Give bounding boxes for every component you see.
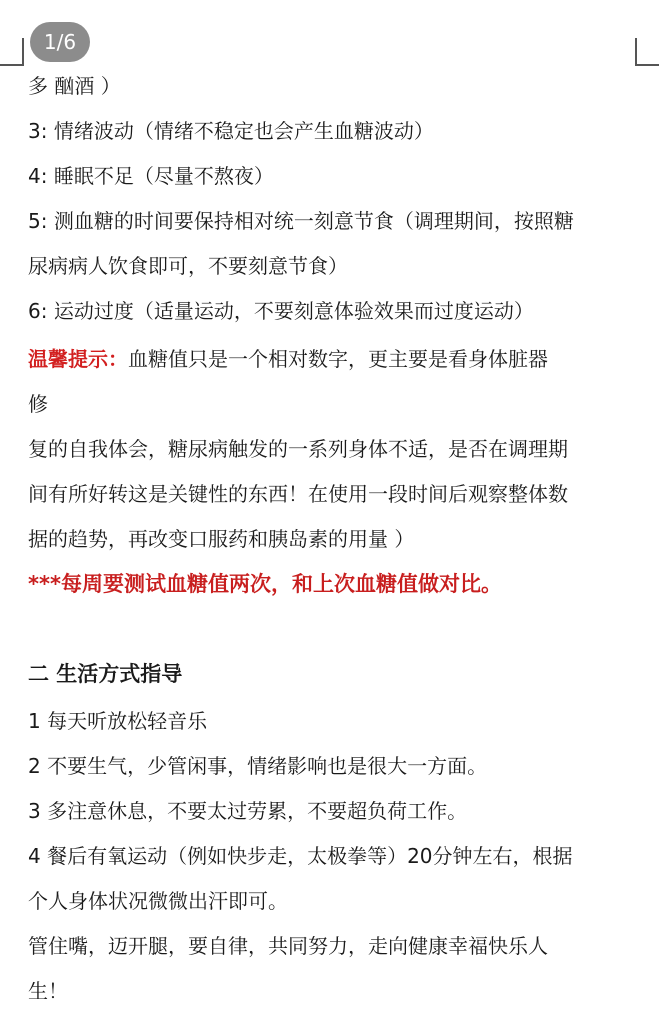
list-item: 2 不要生气，少管闲事，情绪影响也是很大一方面。 xyxy=(28,754,488,778)
emphasis-line: ***每周要测试血糖值两次，和上次血糖值做对比。 xyxy=(28,572,502,596)
crop-mark-left xyxy=(0,38,24,66)
text-line: 3: 情绪波动（情绪不稳定也会产生血糖波动） xyxy=(28,119,434,143)
text-line: 间有所好转这是关键性的东西！在使用一段时间后观察整体数 xyxy=(28,482,568,506)
tip-text: 血糖值只是一个相对数字，更主要是看身体脏器 xyxy=(128,347,548,371)
text-line: 修 xyxy=(28,392,48,416)
text-line: 据的趋势，再改变口服药和胰岛素的用量 ） xyxy=(28,527,415,551)
text-line: 生！ xyxy=(28,979,68,1003)
text-line: 个人身体状况微微出汗即可。 xyxy=(28,889,288,913)
text-line: 4: 睡眠不足（尽量不熬夜） xyxy=(28,164,274,188)
list-item: 4 餐后有氧运动（例如快步走，太极拳等）20分钟左右，根据 xyxy=(28,844,573,868)
text-line: 5: 测血糖的时间要保持相对统一刻意节食（调理期间，按照糖 xyxy=(28,209,574,233)
section-title: 二 生活方式指导 xyxy=(28,662,183,686)
text-line: 6: 运动过度（适量运动，不要刻意体验效果而过度运动） xyxy=(28,299,534,323)
text-line: 多 酗酒 ） xyxy=(28,74,121,98)
crop-mark-right xyxy=(635,38,659,66)
tip-line xyxy=(28,343,648,375)
list-item: 3 多注意休息，不要太过劳累，不要超负荷工作。 xyxy=(28,799,468,823)
list-item: 1 每天听放松轻音乐 xyxy=(28,709,208,733)
tip-label: 温馨提示： xyxy=(28,347,128,371)
page-counter: 1/6 xyxy=(30,22,90,62)
text-line: 管住嘴，迈开腿，要自律，共同努力，走向健康幸福快乐人 xyxy=(28,934,548,958)
text-line: 复的自我体会，糖尿病触发的一系列身体不适，是否在调理期 xyxy=(28,437,568,461)
text-line: 尿病病人饮食即可，不要刻意节食） xyxy=(28,254,348,278)
